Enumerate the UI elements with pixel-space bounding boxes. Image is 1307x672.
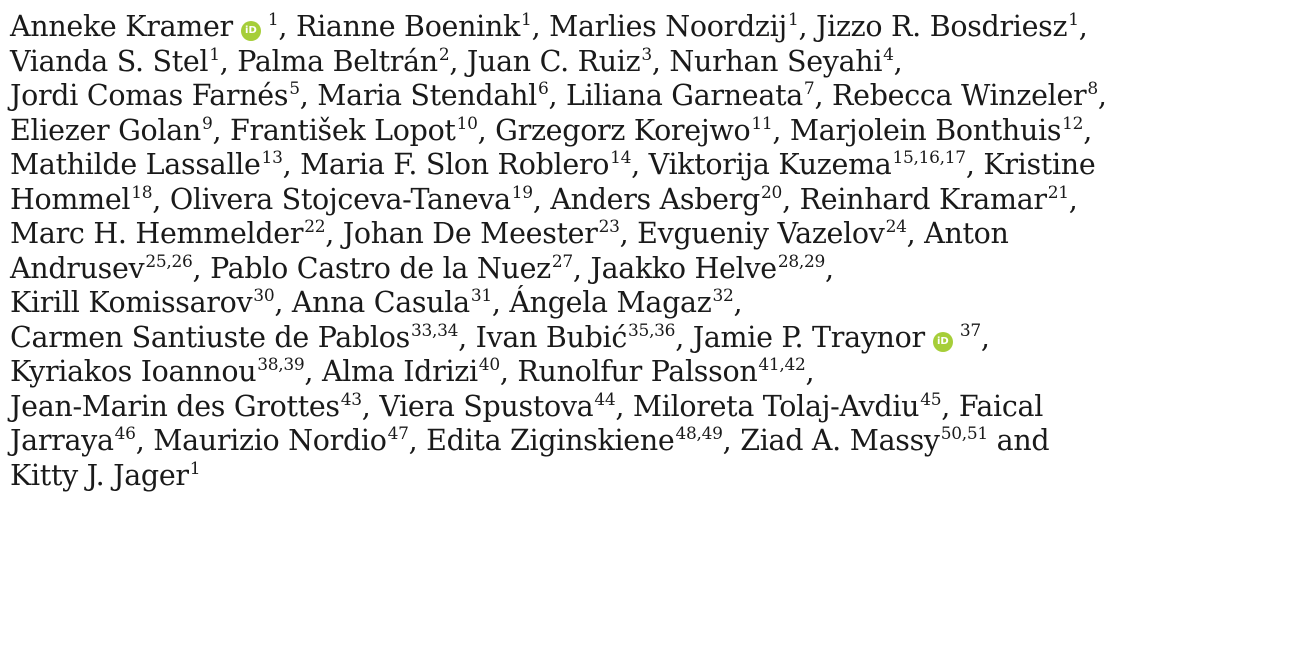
author-line <box>10 10 1307 45</box>
affiliation-marker: 40 <box>478 355 500 375</box>
affiliation-marker: 23 <box>598 217 620 237</box>
separator: , <box>458 320 476 354</box>
separator: , <box>282 148 301 181</box>
author-entry <box>10 286 274 319</box>
separator: , <box>893 44 903 78</box>
separator: , <box>615 389 633 423</box>
separator: , <box>304 355 322 388</box>
author-entry <box>959 390 1043 423</box>
author-entry <box>379 390 615 423</box>
affiliation-marker: 21 <box>1047 182 1069 203</box>
author-entry <box>317 79 548 112</box>
separator: , <box>722 424 741 457</box>
affiliation-marker: 2 <box>438 44 450 65</box>
affiliation-marker: 46 <box>114 424 136 444</box>
author-name: Ziad A. Massy <box>740 424 940 457</box>
separator: , <box>1083 113 1092 147</box>
author-line <box>10 355 1307 390</box>
author-entry <box>790 114 1083 147</box>
separator: , <box>980 320 990 354</box>
affiliation-marker: 13 <box>261 148 283 168</box>
author-line <box>10 390 1307 425</box>
affiliation-marker: 41,42 <box>758 355 806 375</box>
separator: , <box>477 113 496 147</box>
author-entry <box>10 114 212 147</box>
affiliation-marker: 27 <box>551 251 573 272</box>
separator: , <box>965 148 984 181</box>
author-entry <box>10 321 458 354</box>
separator: , <box>782 182 800 216</box>
separator: , <box>1078 10 1088 43</box>
separator: , <box>361 389 380 423</box>
author-name: Maria F. Slon Roblero <box>300 148 610 181</box>
author-line <box>10 217 1307 252</box>
author-entry <box>495 114 772 147</box>
affiliation-marker: 24 <box>885 217 907 237</box>
author-line <box>10 286 1307 321</box>
author-name: Ángela Magaz <box>509 286 712 319</box>
author-entry <box>10 79 300 112</box>
author-entry <box>693 321 981 354</box>
author-entry <box>292 286 492 319</box>
author-name: Carmen Santiuste de Pablos <box>10 320 410 354</box>
author-name: Jizzo R. Bosdriesz <box>816 10 1068 43</box>
author-name: Eliezer Golan <box>10 113 201 147</box>
author-entry <box>924 217 1008 250</box>
author-entry <box>649 148 966 181</box>
author-name: Jean-Marin des Grottes <box>10 389 340 423</box>
separator: , <box>548 79 566 112</box>
affiliation-marker: 50,51 <box>940 424 988 444</box>
author-name: Jordi Comas Farnés <box>10 79 289 112</box>
author-name: Andrusev <box>10 251 145 285</box>
author-entry <box>296 10 532 43</box>
author-entry <box>10 10 278 43</box>
author-name: Anneke Kramer <box>10 10 233 43</box>
author-name: Marc H. Hemmelder <box>10 217 304 250</box>
affiliation-marker: 14 <box>610 148 632 168</box>
author-name: Jarraya <box>10 424 114 457</box>
author-entry <box>153 424 408 457</box>
author-entry <box>550 183 782 216</box>
separator: , <box>408 424 427 457</box>
affiliation-marker: 31 <box>470 286 492 306</box>
author-name: Juan C. Ruiz <box>466 44 641 78</box>
author-name: Marjolein Bonthuis <box>789 113 1062 147</box>
author-name: Hommel <box>10 182 131 216</box>
affiliation-marker: 1 <box>267 10 279 30</box>
affiliation-marker: 48,49 <box>675 424 723 444</box>
affiliation-marker: 19 <box>511 182 533 203</box>
author-name: Anna Casula <box>291 286 470 319</box>
author-name: Palma Beltrán <box>237 44 438 78</box>
separator: , <box>572 251 591 285</box>
affiliation-marker: 1 <box>1068 10 1079 30</box>
affiliation-marker: 20 <box>761 182 783 203</box>
author-name: Kirill Komissarov <box>10 286 253 319</box>
author-line <box>10 148 1307 183</box>
author-entry <box>322 355 500 388</box>
affiliation-marker: 1 <box>209 44 220 65</box>
author-name: Evgueniy Vazelov <box>637 217 885 250</box>
affiliation-marker: 37 <box>959 320 981 341</box>
affiliation-marker: 30 <box>253 286 275 306</box>
author-entry <box>426 424 722 457</box>
author-entry <box>816 10 1079 43</box>
author-name: Rebecca Winzeler <box>831 79 1087 112</box>
author-name: Kristine <box>983 148 1096 181</box>
author-name: Runolfur Palsson <box>517 355 758 388</box>
author-name: Grzegorz Korejwo <box>495 113 751 147</box>
author-entry <box>517 355 805 388</box>
separator: , <box>772 113 790 147</box>
separator: , <box>491 286 510 319</box>
separator: , <box>219 44 238 78</box>
separator: , <box>651 44 670 78</box>
separator: , <box>532 182 551 216</box>
affiliation-marker: 15,16,17 <box>892 148 966 168</box>
separator: , <box>824 251 834 285</box>
author-name: Liliana Garneata <box>566 79 803 112</box>
author-entry <box>300 148 631 181</box>
author-entry <box>230 114 478 147</box>
author-line <box>10 183 1307 218</box>
affiliation-marker: 9 <box>201 113 213 134</box>
author-entry <box>10 355 304 388</box>
author-name: Olivera Stojceva-Taneva <box>169 182 511 216</box>
author-line <box>10 252 1307 287</box>
affiliation-marker: 5 <box>289 79 300 99</box>
separator: , <box>941 389 959 423</box>
author-entry <box>509 286 733 319</box>
author-name: Kyriakos Ioannou <box>10 355 257 388</box>
author-name: Viktorija Kuzema <box>648 148 892 181</box>
author-name: Vianda S. Stel <box>10 44 209 78</box>
affiliation-marker: 3 <box>641 44 652 65</box>
author-entry <box>476 321 676 354</box>
separator: , <box>212 113 231 147</box>
author-line <box>10 459 1307 494</box>
separator: , <box>1097 79 1107 112</box>
author-name: Jamie P. Traynor <box>692 320 925 354</box>
author-name: Faical <box>958 389 1044 423</box>
author-name: Edita Ziginskiene <box>426 424 675 457</box>
affiliation-marker: 1 <box>189 458 201 479</box>
author-entry <box>10 390 362 423</box>
author-name: Miloreta Tolaj-Avdiu <box>632 389 920 423</box>
author-entry <box>983 148 1095 181</box>
author-entry <box>669 45 893 78</box>
author-name: Pablo Castro de la Nuez <box>210 251 551 285</box>
author-entry <box>10 459 200 492</box>
separator: , <box>733 286 743 319</box>
author-name: Maria Stendahl <box>317 79 537 112</box>
separator: , <box>675 320 693 354</box>
separator: , <box>619 217 638 250</box>
affiliation-marker: 4 <box>883 44 894 65</box>
author-name: Alma Idrizi <box>321 355 478 388</box>
separator: , <box>631 148 649 181</box>
affiliation-marker: 22 <box>304 217 326 237</box>
author-entry <box>10 148 283 181</box>
orcid-icon[interactable]: iD <box>933 332 953 352</box>
author-name: Kitty J. Jager <box>10 458 189 492</box>
author-entry <box>549 10 798 43</box>
author-name: Anders Asberg <box>550 182 761 216</box>
separator: , <box>325 217 343 250</box>
affiliation-marker: 44 <box>594 389 616 410</box>
author-entry <box>10 252 193 285</box>
affiliation-marker: 32 <box>712 286 734 306</box>
author-name: Rianne Boenink <box>295 10 521 43</box>
author-entry <box>590 252 825 285</box>
affiliation-marker: 12 <box>1062 113 1084 134</box>
author-name: Anton <box>924 217 1009 250</box>
affiliation-marker: 6 <box>537 79 549 99</box>
affiliation-marker: 10 <box>456 113 478 134</box>
author-name: František Lopot <box>230 113 456 147</box>
separator: , <box>906 217 925 250</box>
separator: , <box>805 355 815 388</box>
affiliation-marker: 47 <box>387 424 409 444</box>
separator: , <box>299 79 318 112</box>
affiliation-marker: 1 <box>521 10 532 30</box>
author-entry <box>832 79 1098 112</box>
author-entry <box>637 217 906 250</box>
separator: , <box>278 10 296 43</box>
author-entry <box>800 183 1069 216</box>
author-entry <box>566 79 814 112</box>
author-name: Mathilde Lassalle <box>10 148 261 181</box>
separator: , <box>1068 182 1078 216</box>
separator: , <box>798 10 817 43</box>
author-name: Nurhan Seyahi <box>669 44 883 78</box>
author-name: Johan De Meester <box>342 217 598 250</box>
author-entry <box>10 183 152 216</box>
separator: and <box>987 424 1050 457</box>
author-name: Reinhard Kramar <box>799 182 1047 216</box>
author-name: Maurizio Nordio <box>153 424 387 457</box>
separator: , <box>814 79 832 112</box>
separator: , <box>152 182 170 216</box>
author-name: Jaakko Helve <box>590 251 777 285</box>
author-entry <box>10 45 220 78</box>
separator: , <box>274 286 292 319</box>
affiliation-marker: 7 <box>803 79 815 99</box>
affiliation-marker: 25,26 <box>145 251 193 272</box>
author-line <box>10 114 1307 149</box>
affiliation-marker: 11 <box>751 113 773 134</box>
affiliation-marker: 38,39 <box>257 355 305 375</box>
author-entry <box>237 45 449 78</box>
author-entry <box>467 45 652 78</box>
author-line <box>10 45 1307 80</box>
author-entry <box>210 252 573 285</box>
affiliation-marker: 28,29 <box>777 251 825 272</box>
affiliation-marker: 43 <box>340 389 362 410</box>
separator: , <box>499 355 518 388</box>
orcid-icon[interactable]: iD <box>241 21 261 41</box>
author-line <box>10 424 1307 459</box>
author-entry <box>633 390 941 423</box>
author-line <box>10 321 1307 356</box>
author-name: Marlies Noordzij <box>549 10 787 43</box>
author-entry <box>10 424 136 457</box>
separator: , <box>531 10 550 43</box>
affiliation-marker: 18 <box>131 182 153 203</box>
author-entry <box>343 217 620 250</box>
author-entry <box>10 217 325 250</box>
affiliation-marker: 35,36 <box>628 320 676 341</box>
affiliation-marker: 1 <box>787 10 799 30</box>
affiliation-marker: 45 <box>920 389 942 410</box>
author-name: Ivan Bubić <box>475 320 628 354</box>
separator: , <box>135 424 154 457</box>
author-entry <box>740 424 988 457</box>
separator: , <box>192 251 211 285</box>
separator: , <box>449 44 467 78</box>
author-entry <box>170 183 533 216</box>
affiliation-marker: 8 <box>1087 79 1098 99</box>
affiliation-marker: 33,34 <box>410 320 459 341</box>
author-name: Viera Spustova <box>379 389 594 423</box>
author-line <box>10 79 1307 114</box>
